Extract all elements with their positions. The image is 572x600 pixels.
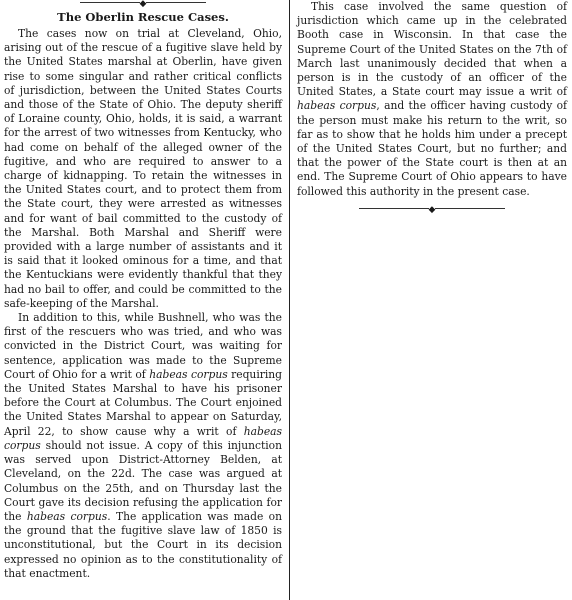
article-paragraph-3: This case involved the same question of jurisdiction which came up in the celebrated Booth case in Wisconsin. In that case the Supreme Court of the United States on the 7th of March last unanimously decided that when a person is in the custody of an officer of the United States, a State court may issue a writ of habeas corpus, and the officer having custody of the person must make his return to the writ, so far as to show that he holds him under a precept of the United States Court, but no further; and that the power of the State court is then at an end. The Supreme Court of Ohio appears to have followed this authority in the present case. [297, 0, 567, 198]
ornament-rule-right [146, 2, 206, 3]
ornament-rule-left [80, 2, 140, 3]
article-paragraph-1: The cases now on trial at Cleveland, Ohio, arising out of the rescue of a fugitive slave held by the United States marshal at Oberlin, have given rise to some singular and rather critical conflicts of jurisdiction, between the United States Courts and those of the State of Ohio. The deputy sheriff of Loraine county, Ohio, holds, it is said, a warrant for the arrest of two witnesses from Kentucky, who had come on behalf of the alleged owner of the fugitive, and who are required to answer to a charge of kidnapping. To retain the witnesses in the United States court, and to protect them from the State court, they were arrested as witnesses and for want of bail committed to the custody of the Marshal. Both Marshal and Sheriff were provided with a large number of assistants and it is said that it looked ominous for a time, and that the Kentuckians were evidently thankful that they had no bail to offer, and could be committed to the safe-keeping of the Marshal. [4, 27, 282, 310]
end-diamond-icon: ◆ [428, 204, 436, 215]
article-paragraph-2: In addition to this, while Bushnell, who was the first of the rescuers who was tried, and who was convicted in the District Court, was waiting for sentence, application was made to the Supreme Court of Ohio for a writ of habeas corpus requiring the United States Marshal to have his prisoner before the Court at Columbus. The Court enjoined the United States Marshal to appear on Saturday, April 22, to show cause why a writ of habeas corpus should not issue. A copy of this injunction was served upon District-Attorney Belden, at Cleveland, on the 22d. The case was argued at Columbus on the 25th, and on Thursday last the Court gave its decision refusing the application for the habeas corpus. The application was made on the ground that the fugitive slave law of 1850 is unconstitutional, but the Court in its decision expressed no opinion as to the constitutionality of that enactment. [4, 311, 282, 580]
column-divider [289, 0, 290, 600]
end-ornament [297, 203, 567, 217]
end-rule-left [359, 208, 429, 209]
top-ornament [4, 0, 282, 9]
ornament-diamond-icon: ◆ [139, 0, 147, 9]
right-column [297, 0, 567, 217]
left-column [4, 0, 282, 581]
article-headline: The Oberlin Rescue Cases. [57, 10, 229, 24]
end-rule-right [435, 208, 505, 209]
